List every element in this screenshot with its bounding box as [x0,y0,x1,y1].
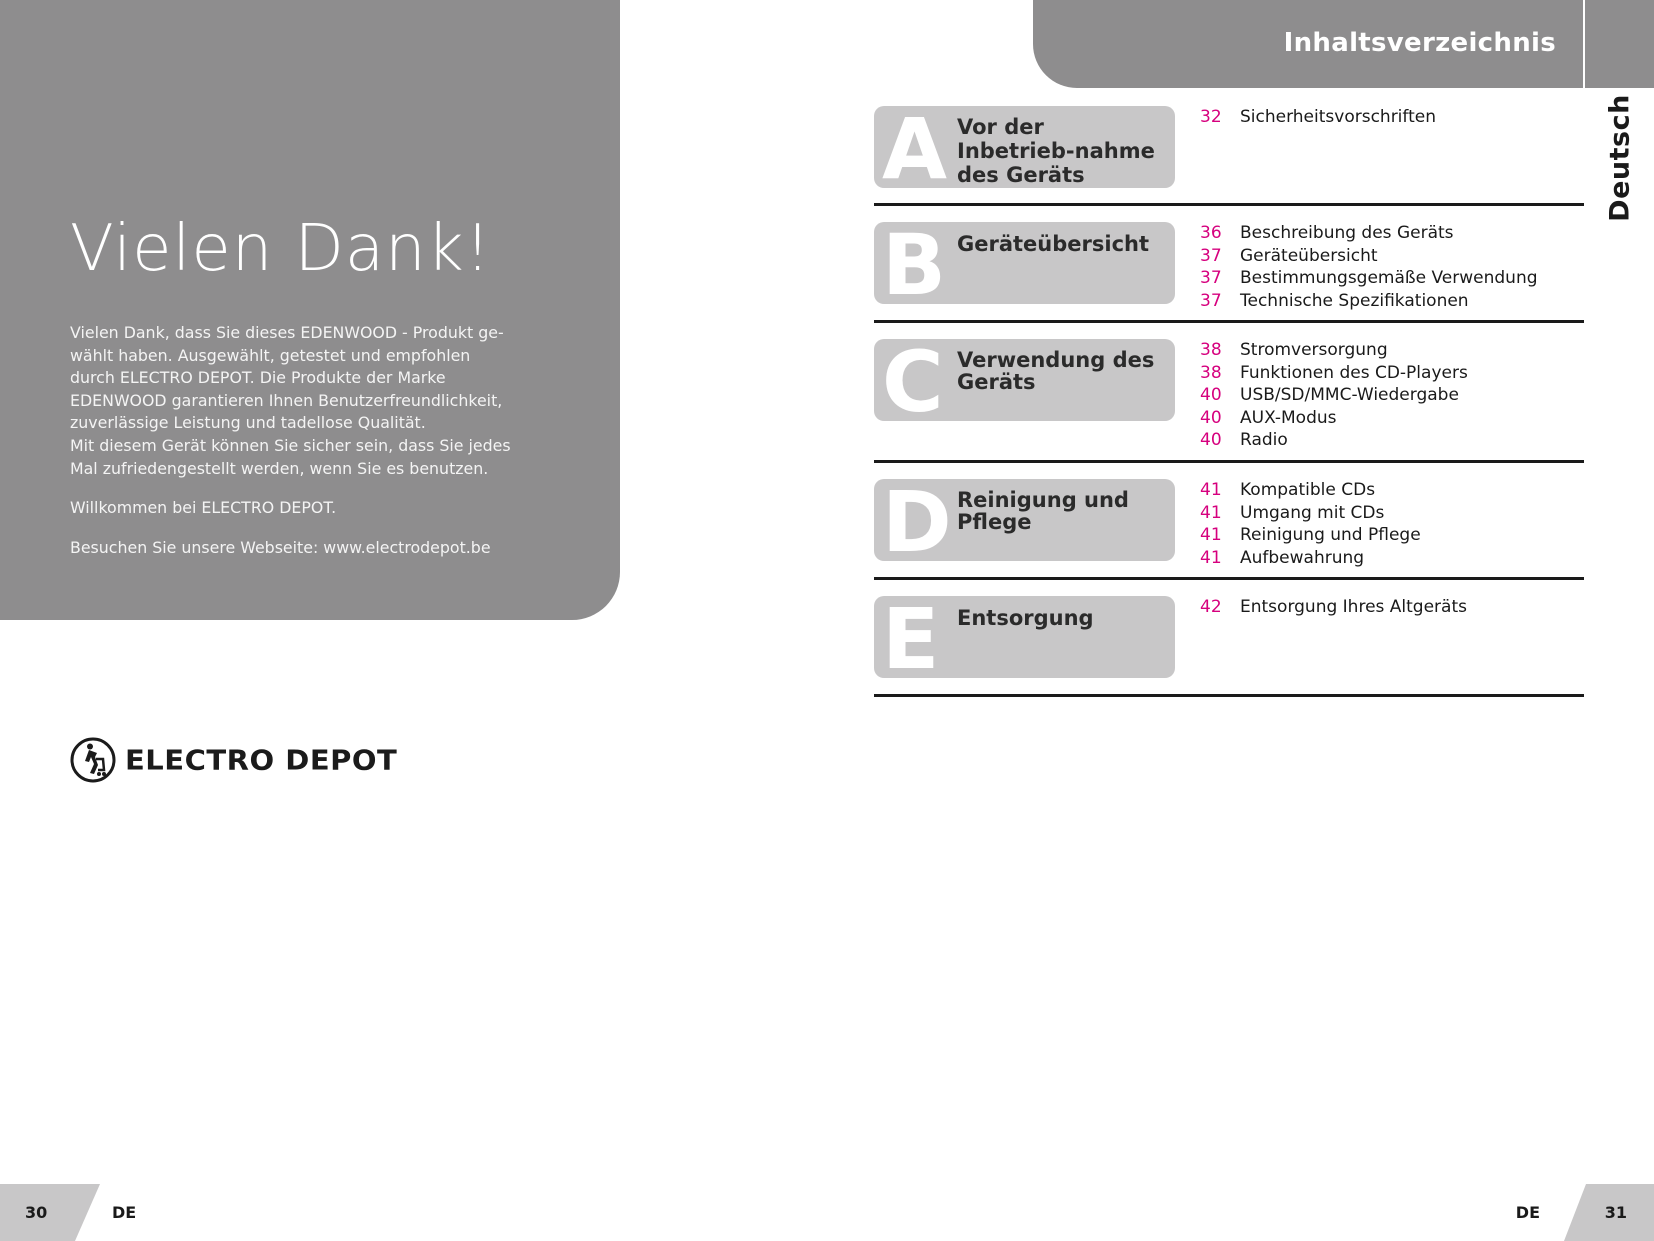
page-number-left: 30 [25,1203,48,1222]
section-title: Vor der Inbetrieb-nahme des Geräts [957,115,1155,187]
item-title: Reinigung und Pflege [1240,525,1421,546]
item-title: USB/SD/MMC-Wiedergabe [1240,385,1459,406]
item-page: 37 [1200,290,1222,311]
toc-item[interactable] [1200,502,1421,525]
language-code-left: DE [112,1203,137,1222]
item-page: 38 [1200,362,1222,383]
toc-item[interactable] [1200,222,1538,245]
section-letter: C [882,339,944,421]
section-items [1200,339,1468,452]
toc-item[interactable] [1200,362,1468,385]
item-page: 42 [1200,597,1222,617]
toc-item[interactable] [1200,479,1421,502]
item-title: Sicherheitsvorschriften [1240,107,1436,127]
toc-item[interactable] [1200,384,1468,407]
section-letter: A [882,106,948,188]
item-page: 41 [1200,502,1222,523]
toc-item[interactable] [1200,245,1538,268]
item-page: 41 [1200,480,1222,500]
section-title: Geräteübersicht [957,232,1150,256]
item-page: 40 [1200,385,1222,406]
section-divider [874,577,1584,580]
section-title: Entsorgung [957,606,1094,630]
website-text: Besuchen Sie unsere Webseite: www.electrodepot.be [70,537,491,557]
section-box [874,479,1175,561]
toc-title: Inhaltsverzeichnis [1283,28,1556,58]
satisfaction-text: Mit diesem Gerät können Sie sicher sein, dass Sie jedes Mal zufriedengestellt werden, wenn Sie es benutzen. [70,435,511,478]
welcome-text: Willkommen bei ELECTRO DEPOT. [70,498,337,518]
item-title: Entsorgung Ihres Altgeräts [1240,597,1467,617]
language-tab [1585,0,1654,88]
toc-item[interactable] [1200,407,1468,430]
electro-depot-logo [70,737,397,783]
thanks-text [70,322,520,576]
section-letter: B [882,222,947,304]
section-letter: E [882,596,940,678]
item-page: 37 [1200,245,1222,266]
item-title: Radio [1240,430,1288,451]
intro-paragraph [70,322,520,480]
item-page: 38 [1200,340,1222,360]
item-page: 41 [1200,525,1222,546]
shopping-cart-logo-icon [70,737,116,783]
item-title: Technische Spezifikationen [1240,290,1469,311]
toc-item[interactable] [1200,596,1467,619]
section-divider [874,460,1584,463]
item-page: 37 [1200,268,1222,289]
toc-item[interactable] [1200,429,1468,452]
section-divider [874,320,1584,323]
section-letter: D [882,479,952,561]
item-title: Geräteübersicht [1240,245,1378,266]
page-number-right: 31 [1604,1203,1627,1222]
section-box [874,339,1175,421]
section-title: Verwendung des Geräts [957,348,1155,394]
item-title: Aufbewahrung [1240,547,1365,568]
section-box [874,596,1175,678]
toc-item[interactable] [1200,267,1538,290]
section-items [1200,106,1436,129]
toc-item[interactable] [1200,524,1421,547]
item-page: 36 [1200,223,1222,243]
item-page: 32 [1200,107,1222,127]
item-title: Bestimmungsgemäße Verwendung [1240,268,1538,289]
toc-item[interactable] [1200,339,1468,362]
section-items [1200,479,1421,569]
intro-text: Vielen Dank, dass Sie dieses EDENWOOD - Produkt ge-wählt haben. Ausgewählt, getestet und empfohlen durch ELECTRO DEPOT. Die Produkte der Marke EDENWOOD garantieren Ihnen Benutzerfreundlichkeit, zuverlässige Leistung und tadellose Qualität. [70,323,504,433]
toc-item[interactable] [1200,290,1538,313]
section-divider [874,694,1584,697]
footer-tab-left [0,1184,100,1241]
section-items [1200,596,1467,619]
item-page: 40 [1200,430,1222,451]
item-title: AUX-Modus [1240,407,1337,428]
item-title: Stromversorgung [1240,340,1388,360]
section-divider [874,203,1584,206]
item-title: Umgang mit CDs [1240,502,1385,523]
page-title: Vielen Dank! [70,212,492,286]
logo-wordmark: ELECTRO DEPOT [125,743,398,777]
toc-item[interactable] [1200,106,1436,129]
item-title: Funktionen des CD-Players [1240,362,1468,383]
section-items [1200,222,1538,312]
item-page: 40 [1200,407,1222,428]
toc-header [1033,0,1583,88]
item-title: Beschreibung des Geräts [1240,223,1454,243]
section-title: Reinigung und Pflege [957,488,1129,534]
toc-item[interactable] [1200,547,1421,570]
item-title: Kompatible CDs [1240,480,1376,500]
section-box [874,222,1175,304]
language-code-right: DE [1515,1203,1540,1222]
item-page: 41 [1200,547,1222,568]
language-label: Deutsch [1604,94,1636,222]
section-box [874,106,1175,188]
